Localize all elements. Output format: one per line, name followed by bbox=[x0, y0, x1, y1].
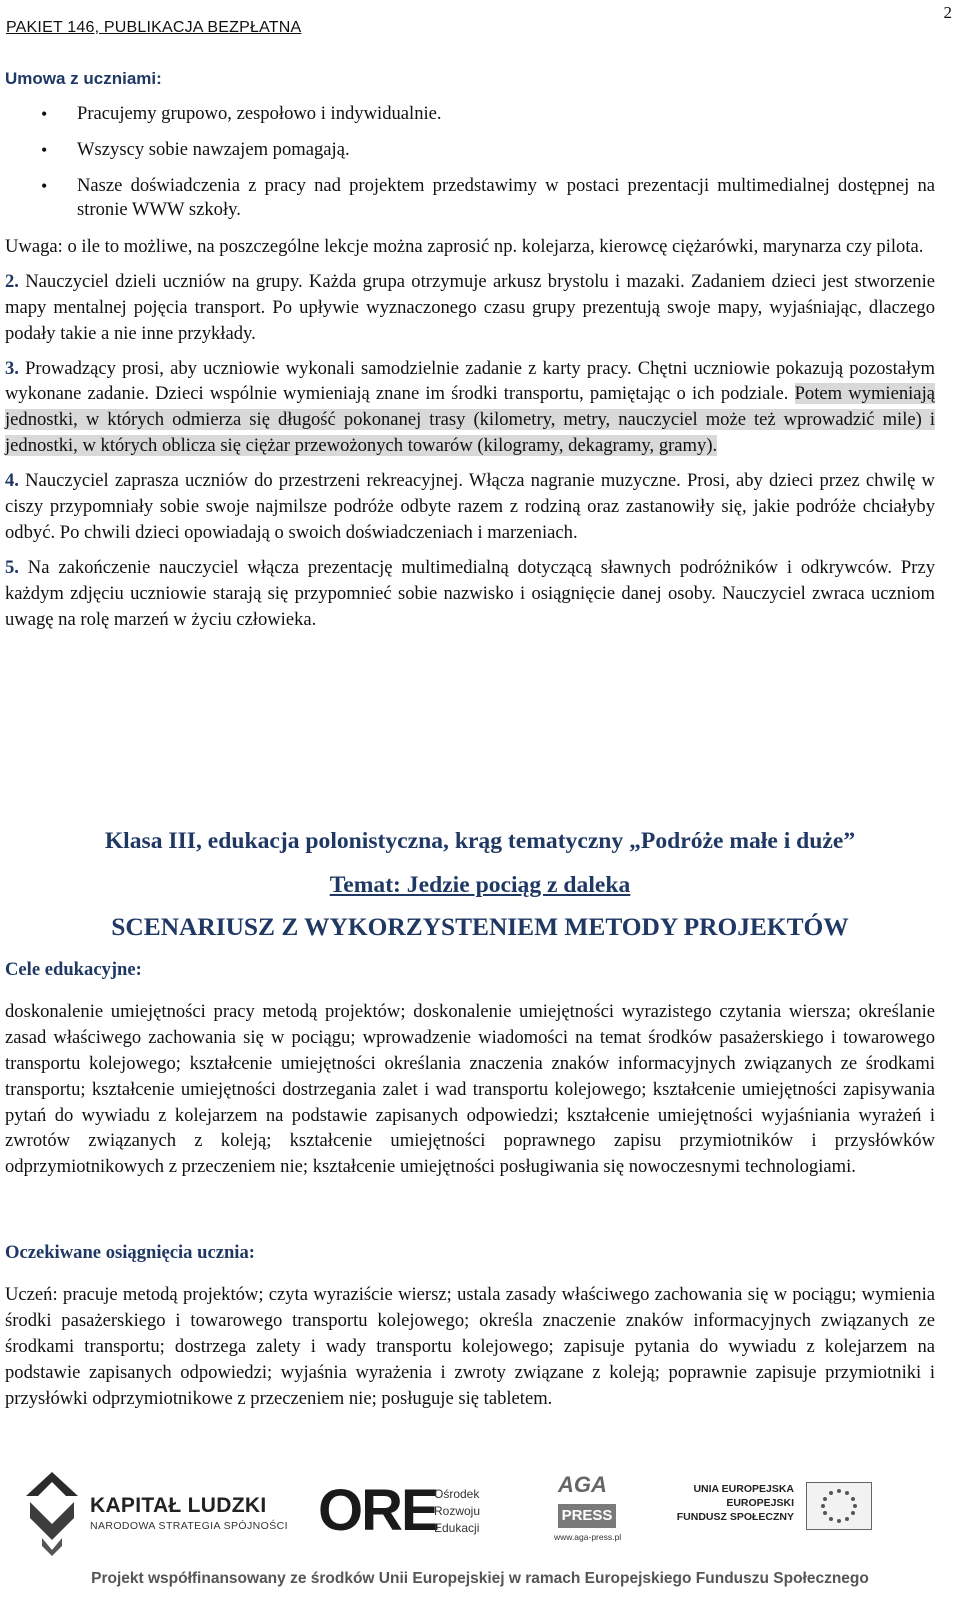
eu-line: EUROPEJSKI bbox=[726, 1497, 794, 1509]
ore-line: Ośrodek bbox=[434, 1487, 480, 1501]
step-paragraph bbox=[5, 468, 935, 546]
page-number: 2 bbox=[943, 3, 952, 22]
header-label: PAKIET 146, PUBLIKACJA BEZPŁATNA bbox=[6, 19, 302, 36]
eu-line: UNIA EUROPEJSKA bbox=[693, 1483, 794, 1495]
kl-title: KAPITAŁ LUDZKI bbox=[90, 1494, 267, 1517]
ore-name bbox=[434, 1486, 480, 1537]
step-number: 4. bbox=[5, 470, 19, 492]
goals-heading: Cele edukacyjne: bbox=[5, 959, 142, 980]
aga-press-badge: PRESS bbox=[558, 1504, 616, 1528]
agreement-heading: Umowa z uczniami: bbox=[5, 69, 162, 88]
scenario-title: SCENARIUSZ Z WYKORZYSTENIEM METODY PROJEKTÓW bbox=[111, 913, 849, 941]
ore-mark: ORE bbox=[318, 1478, 438, 1543]
eu-flag-icon bbox=[806, 1482, 872, 1530]
page-header bbox=[6, 3, 952, 45]
eu-logo bbox=[664, 1478, 864, 1548]
step-paragraph bbox=[5, 269, 935, 347]
aga-press-logo bbox=[552, 1472, 642, 1550]
step-number: 2. bbox=[5, 270, 19, 292]
ore-line: Edukacji bbox=[434, 1521, 480, 1535]
lesson-title: Klasa III, edukacja polonistyczna, krąg tematyczny „Podróże małe i duże” bbox=[104, 828, 856, 854]
eu-line: FUNDUSZ SPOŁECZNY bbox=[676, 1511, 794, 1523]
goals-text: doskonalenie umiejętności pracy metodą projektów; doskonalenie umiejętności wyrazistego czytania wiersza; określanie zasad właściwego zachowania się w pociągu; wprowadzenie wiadomości na temat środków pasażerskiego i towarowego transportu kolejowego; kształcenie umiejętności określania znaczenia znaków informacyjnych związanych ze środkami transportu; kształcenie umiejętności dostrzegania zalet i wad transportu kolejowego; kształcenie umiejętności zapisywania pytań do wywiadu z kolejarzem na podstawie zapisanych odpowiedzi; kształcenie umiejętności wyjaśniania wyrażeń i zwrotów związanych z koleją; kształcenie umiejętności poprawnego zapisu przymiotników i przysłówków odprzymiotnikowych z przeczeniem nie; kształcenie umiejętności posługiwania się nowoczesnymi technologiami. bbox=[5, 1000, 935, 1178]
kapital-ludzki-emblem-icon bbox=[22, 1468, 82, 1556]
kl-subtitle: NARODOWA STRATEGIA SPÓJNOŚCI bbox=[90, 1520, 288, 1532]
outcomes-heading: Oczekiwane osiągnięcia ucznia: bbox=[5, 1242, 255, 1263]
step-text: Nauczyciel dzieli uczniów na grupy. Każda grupa otrzymuje arkusz brystolu i mazaki. Zadaniem dzieci jest stworzenie mapy mentalnej pojęcia transport. Po upływie wyznaczonego czasu grupy prezentują swoje mapy, wyjaśniając, dlaczego podały takie a nie inne przykłady. bbox=[5, 270, 935, 344]
section-outcomes bbox=[5, 1240, 935, 1411]
ore-line: Rozwoju bbox=[434, 1504, 481, 1518]
step-text: Prowadzący prosi, aby uczniowie wykonali samodzielnie zadanie z karty pracy. Chętni uczniowie pokazują pozostałym wykonane zadanie. Dzieci wspólnie wymieniają znane im środki transportu, pamiętając o ich podziale. bbox=[5, 357, 935, 405]
note-paragraph: Uwaga: o ile to możliwe, na poszczególne lekcje można zaprosić np. kolejarza, kierowcę ciężarówki, marynarza czy pilota. bbox=[5, 235, 924, 257]
cofinance-note: Projekt współfinansowany ze środków Unii Europejskiej w ramach Europejskiego Funduszu Społecznego bbox=[91, 1570, 869, 1587]
aga-mark: AGA bbox=[558, 1472, 607, 1497]
aga-website: www.aga-press.pl bbox=[554, 1532, 622, 1542]
section-goals bbox=[5, 957, 935, 1180]
list-item: • Wszyscy sobie nawzajem pomagają. bbox=[77, 138, 935, 162]
list-item: • Pracujemy grupowo, zespołowo i indywidualnie. bbox=[77, 102, 935, 126]
highlighted-text: Potem wymieniają jednostki, w których odmierza się długość pokonanej trasy (kilometry, metry, nauczyciel może też wprowadzić mile) i jednostki, w których oblicza się ciężar przewożonych towarów (kilogramy, dekagramy, gramy). bbox=[5, 383, 935, 457]
ore-logo bbox=[318, 1476, 493, 1546]
step-paragraph bbox=[5, 555, 935, 633]
step-text: Nauczyciel zaprasza uczniów do przestrzeni rekreacyjnej. Włącza nagranie muzyczne. Prosi, aby dzieci przez chwilę w ciszy przypomniały sobie swoje najmilsze podróże odbyte razem z rodziną oraz zastanowiły się, jakie podróże chciałyby odbyć. Po chwili dzieci opowiadają o swoich doświadczeniach i marzeniach. bbox=[5, 470, 935, 543]
eu-text bbox=[664, 1482, 794, 1524]
list-item: • Nasze doświadczenia z pracy nad projektem przedstawimy w postaci prezentacji multimedialnej dostępnej na stronie WWW szkoły. bbox=[77, 174, 935, 222]
lesson-topic: Temat: Jedzie pociąg z daleka bbox=[329, 872, 631, 898]
step-text: Na zakończenie nauczyciel włącza prezentację multimedialną dotyczącą sławnych podróżników i odkrywców. Przy każdym zdjęciu uczniowie starają się przypomnieć sobie nazwisko i osiągnięcie danej osoby. Nauczyciel zwraca uczniom uwagę na rolę marzeń w życiu człowieka. bbox=[5, 556, 935, 630]
section-lesson-steps bbox=[5, 66, 935, 642]
outcomes-text: Uczeń: pracuje metodą projektów; czyta wyraziście wiersz; ustala zasady właściwego zachowania się w pociągu; wymienia środki pasażerskiego i towarowego transportu kolejowego; określa znaczenie znaków informacyjnych związanych ze środkami transportu; dostrzega zalety i wady transportu kolejowego; zapisuje pytania do wywiadu z kolejarzem na podstawie zapisanych odpowiedzi; wyjaśnia wyrażenia i zwroty związane z koleją; poprawnie zapisuje przymiotniki i przysłówki odprzymiotnikowe z przeczeniem nie; posługuje się tabletem. bbox=[5, 1283, 935, 1409]
sponsor-footer bbox=[0, 1456, 960, 1609]
step-number: 5. bbox=[5, 556, 19, 578]
agreement-list bbox=[5, 102, 935, 222]
step-paragraph bbox=[5, 356, 935, 460]
kapital-ludzki-logo bbox=[22, 1468, 292, 1556]
step-number: 3. bbox=[5, 357, 19, 379]
